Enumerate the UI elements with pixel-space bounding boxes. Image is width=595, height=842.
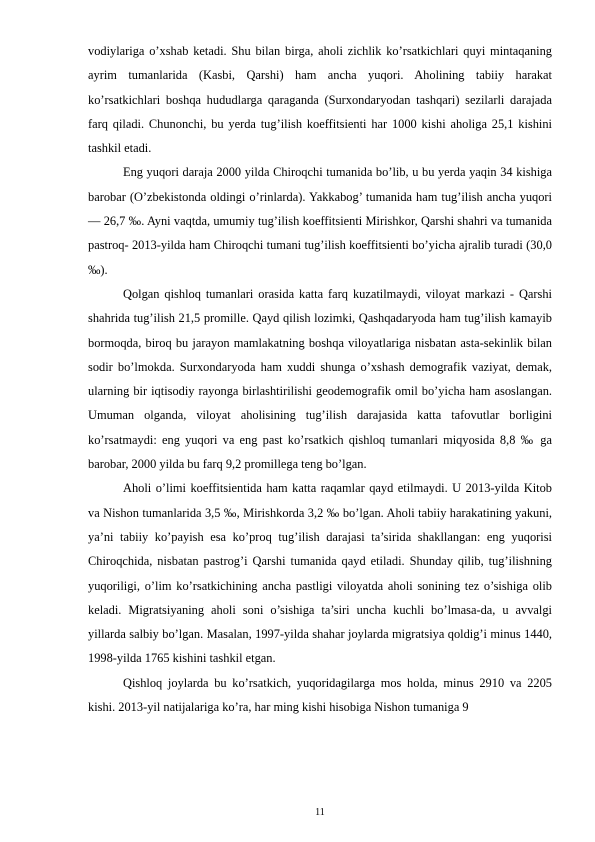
paragraph-4: Aholi o’limi koeffitsientida ham katta raqamlar qayd etilmaydi. U 2013-yilda Kitob va Nishon tumanlarida 3,5 ‰, Mirishkorda 3,2 ‰ bo’lgan. Aholi tabiiy harakatining yakuni, ya’ni tabiiy ko’payish esa ko’proq tug’ilish darajasi ta’sirida shakllangan: eng yuqorisi Chiroqchida, nisbatan pastrog’i Qarshi tumanida qayd etiladi. Shunday qilib, tug’ilishning yuqoriligi, o’lim ko’rsatkichining ancha pastligi viloyatda aholi sonining tez o’sishiga olib keladi. Migratsiyaning aholi soni o’sishiga ta’siri uncha kuchli bo’lmasa-da, u avvalgi yillarda salbiy bo’lgan. Masalan, 1997-yilda shahar joylarda migratsiya qoldig’i minus 1440, 1998-yilda 1765 kishini tashkil etgan. <box>88 481 552 666</box>
paragraph-1: vodiylariga o’xshab ketadi. Shu bilan birga, aholi zichlik ko’rsatkichlari quyi mintaqaning ayrim tumanlarida (Kasbi, Qarshi) ham ancha yuqori. Aholining tabiiy harakat ko’rsatkichlari boshqa hududlarga qaraganda (Surxondaryodan tashqari) sezilarli darajada farq qiladi. Chunonchi, bu yerda tug’ilish koeffitsienti har 1000 kishi aholiga 25,1 kishini tashkil etadi. <box>88 44 552 156</box>
paragraph-5: Qishloq joylarda bu ko’rsatkich, yuqoridagilarga mos holda, minus 2910 va 2205 kishi. 2013-yil natijalariga ko’ra, har ming kishi hisobiga Nishon tumaniga 9 <box>88 675 552 715</box>
page-number: 11 <box>315 807 325 818</box>
body-text <box>88 39 552 719</box>
paragraph-2: Eng yuqori daraja 2000 yilda Chiroqchi tumanida bo’lib, u bu yerda yaqin 34 kishiga barobar (O’zbekistonda oldingi o’rinlarda). Yakkabog’ tumanida ham tug’ilish ancha yuqori — 26,7 ‰. Ayni vaqtda, umumiy tug’ilish koeffitsienti Mirishkor, Qarshi shahri va tumanida pastroq- 2013-yilda ham Chiroqchi tumani tug’ilish koeffitsienti bo’yicha ajralib turadi (30,0 ‰). <box>88 165 552 277</box>
paragraph-3: Qolgan qishloq tumanlari orasida katta farq kuzatilmaydi, viloyat markazi - Qarshi shahrida tug’ilish 21,5 promille. Qayd qilish lozimki, Qashqadaryoda ham tug’ilish kamayib bormoqda, biroq bu jarayon mamlakatning boshqa viloyatlariga nisbatan asta-sekinlik bilan sodir bo’lmokda. Surxondaryoda ham xuddi shunga o’xshash demografik vaziyat, demak, ularning bir iqtisodiy rayonga birlashtirilishi geodemografik omil bo’yicha ham asoslangan. Umuman olganda, viloyat aholisining tug’ilish darajasida katta tafovutlar borligini ko’rsatmaydi: eng yuqori va eng past ko’rsatkich qishloq tumanlari miqyosida 8,8 ‰ ga barobar, 2000 yilda bu farq 9,2 promillega teng bo’lgan. <box>88 286 552 472</box>
